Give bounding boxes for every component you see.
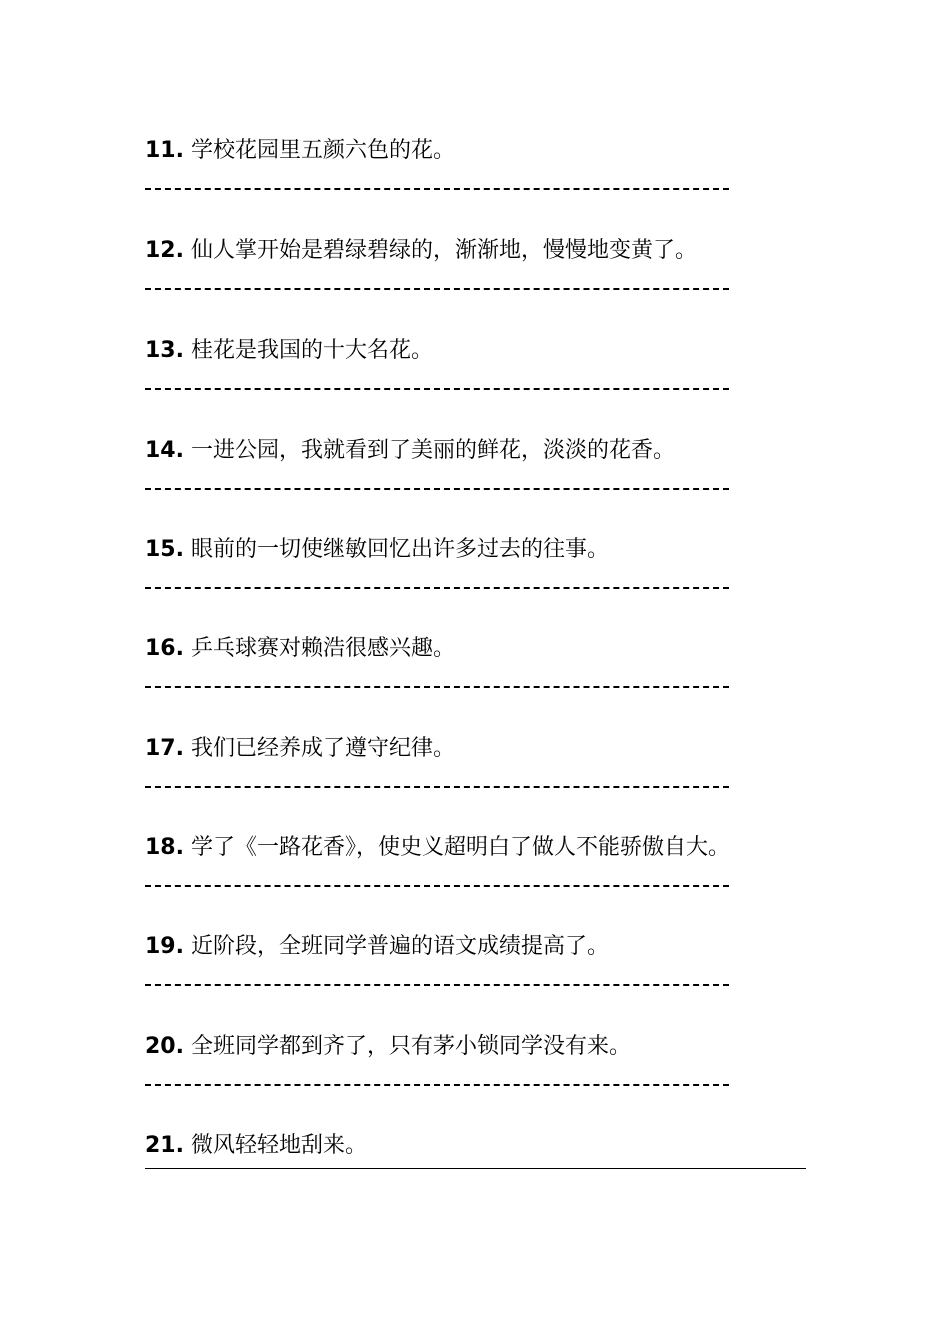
question-line (145, 1131, 845, 1161)
answer-dashed-line (145, 984, 729, 986)
answer-dashed-line (145, 786, 729, 788)
question-line (145, 932, 845, 962)
answer-dashed-line (145, 288, 729, 290)
question-14 (145, 436, 845, 466)
answer-solid-line (145, 1168, 806, 1169)
question-number: 15. (145, 537, 184, 562)
question-text: 一进公园，我就看到了美丽的鲜花，淡淡的花香。 (190, 438, 675, 463)
question-line (145, 336, 845, 366)
question-number: 16. (145, 636, 184, 661)
question-18 (145, 833, 845, 863)
question-text: 微风轻轻地刮来。 (190, 1133, 367, 1158)
question-line (145, 136, 845, 166)
question-21 (145, 1131, 845, 1161)
question-line (145, 634, 845, 664)
question-number: 17. (145, 736, 184, 761)
question-15 (145, 535, 845, 565)
question-line (145, 833, 845, 863)
question-text: 学了《一路花香》，使史义超明白了做人不能骄傲自大。 (190, 835, 730, 860)
question-text: 全班同学都到齐了，只有茅小锁同学没有来。 (190, 1034, 631, 1059)
question-text: 仙人掌开始是碧绿碧绿的，渐渐地，慢慢地变黄了。 (190, 238, 697, 263)
question-text: 桂花是我国的十大名花。 (190, 338, 433, 363)
answer-dashed-line (145, 885, 729, 887)
question-line (145, 734, 845, 764)
question-line (145, 436, 845, 466)
question-number: 13. (145, 338, 184, 363)
question-text: 学校花园里五颜六色的花。 (190, 138, 455, 163)
answer-dashed-line (145, 388, 729, 390)
question-number: 18. (145, 835, 184, 860)
question-number: 20. (145, 1034, 184, 1059)
question-number: 19. (145, 934, 184, 959)
question-number: 12. (145, 238, 184, 263)
answer-dashed-line (145, 686, 729, 688)
question-12 (145, 236, 845, 266)
question-number: 21. (145, 1133, 184, 1158)
answer-dashed-line (145, 1084, 729, 1086)
question-13 (145, 336, 845, 366)
answer-dashed-line (145, 488, 729, 490)
answer-dashed-line (145, 587, 729, 589)
question-19 (145, 932, 845, 962)
question-number: 11. (145, 138, 184, 163)
question-line (145, 535, 845, 565)
question-number: 14. (145, 438, 184, 463)
question-text: 乒乓球赛对赖浩很感兴趣。 (190, 636, 455, 661)
question-text: 眼前的一切使继敏回忆出许多过去的往事。 (190, 537, 609, 562)
question-text: 我们已经养成了遵守纪律。 (190, 736, 455, 761)
answer-dashed-line (145, 188, 729, 190)
question-line (145, 236, 845, 266)
question-20 (145, 1032, 845, 1062)
question-11 (145, 136, 845, 166)
question-text: 近阶段，全班同学普遍的语文成绩提高了。 (190, 934, 609, 959)
question-16 (145, 634, 845, 664)
question-17 (145, 734, 845, 764)
question-line (145, 1032, 845, 1062)
